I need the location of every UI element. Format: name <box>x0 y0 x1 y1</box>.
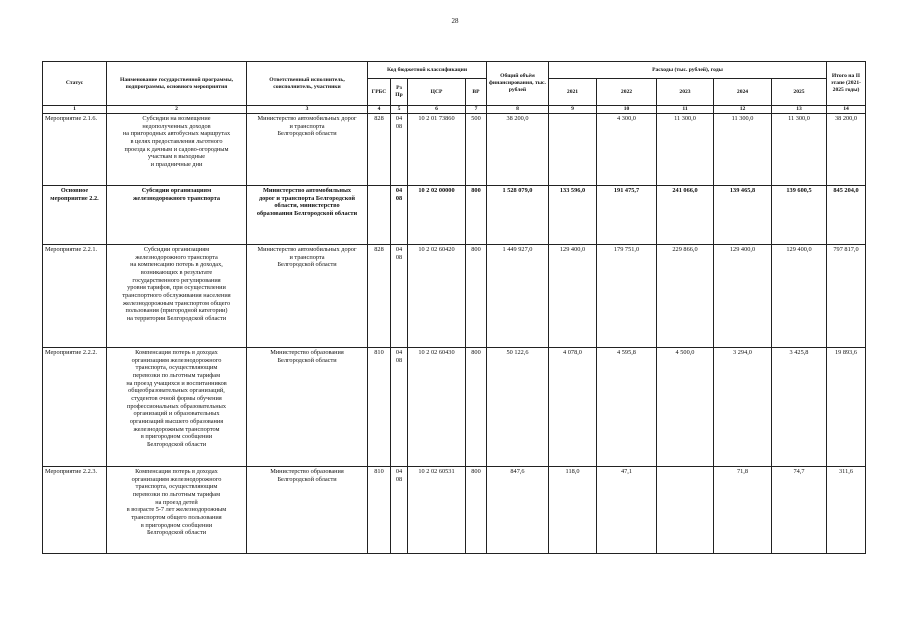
header-year-2022: 2022 <box>597 79 657 106</box>
row-status: Мероприятие 2.2.1. <box>43 245 107 348</box>
table-row <box>43 186 866 245</box>
row-total: 1 449 927,0 <box>487 245 549 348</box>
row-2025: 139 600,5 <box>772 186 827 245</box>
row-2022: 191 475,7 <box>597 186 657 245</box>
row-csr: 10 2 02 00000 <box>408 186 466 245</box>
row-grbs: 828 <box>368 114 391 186</box>
row-grbs: 810 <box>368 467 391 554</box>
header-budget-code: Код бюджетной классификации <box>368 62 487 79</box>
column-number: 2 <box>107 106 247 114</box>
row-csr: 10 2 01 73860 <box>408 114 466 186</box>
column-number: 6 <box>408 106 466 114</box>
row-total: 1 528 079,0 <box>487 186 549 245</box>
row-status: Мероприятие 2.2.2. <box>43 348 107 467</box>
column-number-row <box>43 106 866 114</box>
row-2024: 3 294,0 <box>714 348 772 467</box>
column-number: 1 <box>43 106 107 114</box>
row-2023: 11 300,0 <box>657 114 714 186</box>
row-total: 38 200,0 <box>487 114 549 186</box>
row-itogo: 845 204,0 <box>827 186 866 245</box>
header-vr: ВР <box>466 79 487 106</box>
row-2022: 4 300,0 <box>597 114 657 186</box>
header-status: Статус <box>43 62 107 106</box>
row-itogo: 311,6 <box>827 467 866 554</box>
column-number: 3 <box>247 106 368 114</box>
row-grbs: 828 <box>368 245 391 348</box>
row-status: Основное мероприятие 2.2. <box>43 186 107 245</box>
row-2025: 74,7 <box>772 467 827 554</box>
row-name: Субсидии организациям железнодорожного транспорта на компенсацию потерь в доходах, возникающих в результате государственного регулирования уровня тарифов, при осуществлении транспортного обслуживания населения железнодорожным транспортом общего пользования (пригородной категории) на территории Белгородской области <box>107 245 247 348</box>
row-grbs: 810 <box>368 348 391 467</box>
row-itogo: 38 200,0 <box>827 114 866 186</box>
row-2022: 179 751,0 <box>597 245 657 348</box>
column-number: 8 <box>487 106 549 114</box>
row-executor: Министерство образования Белгородской области <box>247 348 368 467</box>
row-2023: 229 866,0 <box>657 245 714 348</box>
row-csr: 10 2 02 60531 <box>408 467 466 554</box>
table-row <box>43 114 866 186</box>
row-2025: 11 300,0 <box>772 114 827 186</box>
column-number: 12 <box>714 106 772 114</box>
table-row <box>43 245 866 348</box>
row-2022: 47,1 <box>597 467 657 554</box>
column-number: 4 <box>368 106 391 114</box>
header-executor: Ответственный исполнитель, соисполнитель, участники <box>247 62 368 106</box>
row-executor: Министерство автомобильных дорог и транспорта Белгородской области, министерство образования Белгородской области <box>247 186 368 245</box>
table-row <box>43 348 866 467</box>
row-csr: 10 2 02 60430 <box>408 348 466 467</box>
header-year-2024: 2024 <box>714 79 772 106</box>
header-itogo: Итого на II этапе (2021-2025 годы) <box>827 62 866 106</box>
row-itogo: 797 817,0 <box>827 245 866 348</box>
header-csr: ЦСР <box>408 79 466 106</box>
row-2024: 139 465,8 <box>714 186 772 245</box>
row-name: Субсидии на возмещение недополученных доходов на пригородных автобусных маршрутах в целях предоставления льготного проезда к дачным и садово-огородным участкам в выходные и праздничные дни <box>107 114 247 186</box>
row-2024: 129 400,0 <box>714 245 772 348</box>
row-total: 50 122,6 <box>487 348 549 467</box>
row-rzpr: 04 08 <box>391 245 408 348</box>
row-status: Мероприятие 2.2.3. <box>43 467 107 554</box>
column-number: 14 <box>827 106 866 114</box>
row-executor: Министерство образования Белгородской области <box>247 467 368 554</box>
row-rzpr: 04 08 <box>391 114 408 186</box>
row-2021 <box>549 114 597 186</box>
row-status: Мероприятие 2.1.6. <box>43 114 107 186</box>
column-number: 9 <box>549 106 597 114</box>
budget-table <box>42 61 866 554</box>
row-2022: 4 595,8 <box>597 348 657 467</box>
header-rzpr: Рз Пр <box>391 79 408 106</box>
row-2024: 71,8 <box>714 467 772 554</box>
page-number: 28 <box>451 17 459 25</box>
row-vr: 800 <box>466 186 487 245</box>
row-name: Компенсация потерь в доходах организациям железнодорожного транспорта, осуществляющим перевозки по льготным тарифам на проезд детей в возрасте 5-7 лет железнодорожным транспортом общего пользования в пригородном сообщении Белгородской области <box>107 467 247 554</box>
header-grbs: ГРБС <box>368 79 391 106</box>
header-year-2021: 2021 <box>549 79 597 106</box>
row-executor: Министерство автомобильных дорог и транспорта Белгородской области <box>247 245 368 348</box>
column-number: 10 <box>597 106 657 114</box>
header-year-2023: 2023 <box>657 79 714 106</box>
header-program-name: Наименование государственной программы, подпрограммы, основного мероприятия <box>107 62 247 106</box>
row-2023: 241 066,0 <box>657 186 714 245</box>
row-name: Компенсация потерь в доходах организациям железнодорожного транспорта, осуществляющим перевозки по льготным тарифам на проезд учащихся и воспитанников общеобразовательных организаций, студентов очной формы обучения профессиональных образовательных организаций и образовательных организаций высшего образования железнодорожным транспортом в пригородном сообщении Белгородской области <box>107 348 247 467</box>
row-vr: 500 <box>466 114 487 186</box>
row-2023 <box>657 467 714 554</box>
row-total: 847,6 <box>487 467 549 554</box>
row-2021: 118,0 <box>549 467 597 554</box>
header-year-2025: 2025 <box>772 79 827 106</box>
row-2023: 4 500,0 <box>657 348 714 467</box>
table-row <box>43 467 866 554</box>
row-rzpr: 04 08 <box>391 186 408 245</box>
row-rzpr: 04 08 <box>391 467 408 554</box>
row-2021: 129 400,0 <box>549 245 597 348</box>
row-grbs <box>368 186 391 245</box>
header-expenses: Расходы (тыс. рублей), годы <box>549 62 827 79</box>
row-csr: 10 2 02 60420 <box>408 245 466 348</box>
row-2021: 4 078,0 <box>549 348 597 467</box>
column-number: 5 <box>391 106 408 114</box>
row-vr: 800 <box>466 467 487 554</box>
row-itogo: 19 893,6 <box>827 348 866 467</box>
row-2025: 129 400,0 <box>772 245 827 348</box>
row-2021: 133 596,0 <box>549 186 597 245</box>
row-vr: 800 <box>466 245 487 348</box>
header-total-funding: Общий объём финансирования, тыс. рублей <box>487 62 549 106</box>
row-vr: 800 <box>466 348 487 467</box>
row-executor: Министерство автомобильных дорог и транспорта Белгородской области <box>247 114 368 186</box>
row-2025: 3 425,8 <box>772 348 827 467</box>
row-name: Субсидии организациям железнодорожного транспорта <box>107 186 247 245</box>
row-rzpr: 04 08 <box>391 348 408 467</box>
row-2024: 11 300,0 <box>714 114 772 186</box>
column-number: 13 <box>772 106 827 114</box>
column-number: 7 <box>466 106 487 114</box>
column-number: 11 <box>657 106 714 114</box>
